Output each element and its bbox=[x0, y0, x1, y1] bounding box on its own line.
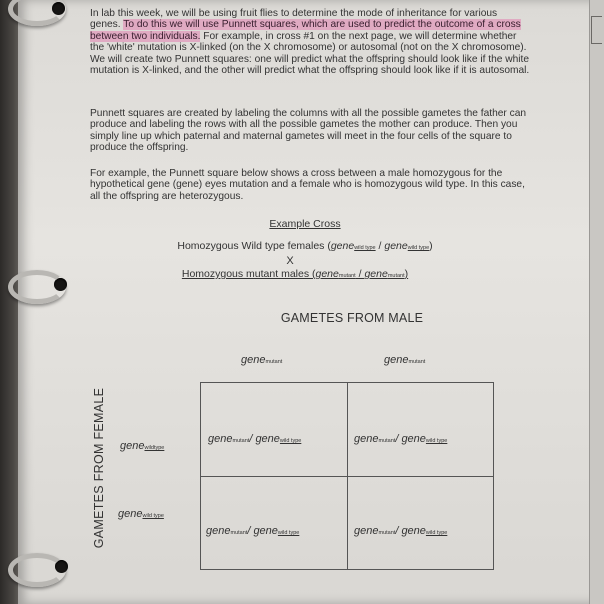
slash: / bbox=[247, 525, 254, 537]
mutant-subscript: mutant bbox=[408, 359, 426, 365]
intro-paragraph bbox=[90, 8, 530, 76]
slash: / bbox=[375, 240, 385, 252]
paragraph-text: For example, the Punnett square below shows a cross between a male homozygous for the hypothetical gene (gene) eyes mutation and a female who is homozygous wild type. In this case, all the offspring are heterozygous. bbox=[90, 168, 525, 202]
gene-symbol: gene bbox=[364, 268, 388, 280]
mutant-subscript: mutant bbox=[265, 359, 283, 365]
mutant-superscript: mutant bbox=[338, 273, 356, 279]
gene-symbol: gene bbox=[253, 525, 278, 537]
gene-symbol: gene bbox=[354, 525, 379, 537]
gene-symbol: gene bbox=[118, 508, 143, 520]
female-gametes-header: GAMETES FROM FEMALE bbox=[92, 387, 106, 549]
female-gamete-2 bbox=[118, 508, 164, 520]
punnett-square bbox=[200, 382, 494, 570]
grid-divider-horizontal bbox=[201, 476, 493, 477]
mutant-subscript: mutant bbox=[378, 530, 396, 536]
mutant-subscript: mutant bbox=[378, 438, 396, 444]
page-tab-mark bbox=[591, 16, 602, 44]
male-gamete-1 bbox=[241, 354, 282, 366]
gene-symbol: gene bbox=[315, 268, 339, 280]
slash: / bbox=[395, 433, 402, 445]
gene-symbol: gene bbox=[384, 240, 408, 252]
punnett-cell-4 bbox=[354, 525, 447, 537]
male-gametes-header: GAMETES FROM MALE bbox=[280, 311, 424, 325]
slash: / bbox=[249, 433, 256, 445]
wild-type-subscript: wild type bbox=[425, 438, 448, 444]
gene-symbol: gene bbox=[384, 354, 409, 366]
wild-type-subscript: wild type bbox=[277, 530, 300, 536]
wild-type-superscript: wild type bbox=[407, 245, 430, 251]
female-genotype-line bbox=[140, 240, 470, 252]
gene-symbol: gene bbox=[401, 525, 426, 537]
mutant-subscript: mutant bbox=[230, 530, 248, 536]
wild-type-superscript: wild type bbox=[354, 245, 376, 251]
gene-symbol: gene bbox=[241, 354, 266, 366]
male-gamete-2 bbox=[384, 354, 425, 366]
gene-symbol: gene bbox=[208, 433, 233, 445]
gene-symbol: gene bbox=[255, 433, 280, 445]
slash: / bbox=[355, 268, 365, 280]
mutant-subscript: mutant bbox=[232, 438, 250, 444]
highlighted-sentence: To do this we will use Punnett squares, which are used to predict the outcome of a cross between two individuals. bbox=[90, 19, 521, 42]
binder-ring-middle bbox=[8, 270, 66, 304]
wild-type-subscript: wild type bbox=[142, 513, 164, 519]
gene-symbol: gene bbox=[120, 440, 145, 452]
punnett-cell-1 bbox=[208, 433, 301, 445]
male-genotype-line bbox=[140, 268, 450, 280]
example-paragraph bbox=[90, 168, 530, 202]
wild-type-subscript: wild type bbox=[279, 438, 302, 444]
punnett-explanation-paragraph bbox=[90, 108, 530, 154]
female-gamete-1 bbox=[120, 440, 164, 452]
close-paren: ) bbox=[429, 240, 433, 252]
gene-symbol: gene bbox=[330, 240, 355, 252]
female-label: Homozygous Wild type females ( bbox=[177, 240, 331, 252]
male-label: Homozygous mutant males ( bbox=[181, 268, 316, 280]
mutant-superscript: mutant bbox=[387, 273, 405, 279]
intro-text-continued: For example, in cross #1 on the next page, we will determine whether the 'white' mutation is X-linked (on the X chromosome) or autosomal (not on the X chromosome). We will create two Punnett squares: one will predict what the offspring should look like if the white mutation is X-linked, and the other will predict what the offspring should look like if it is autosomal. bbox=[90, 30, 530, 77]
punnett-cell-3 bbox=[206, 525, 299, 537]
wildtype-subscript: wildtype bbox=[144, 445, 165, 451]
punnett-cell-2 bbox=[354, 433, 447, 445]
wild-type-subscript: wild type bbox=[425, 530, 448, 536]
gene-symbol: gene bbox=[206, 525, 231, 537]
close-paren: ) bbox=[404, 268, 409, 280]
example-cross-title: Example Cross bbox=[269, 218, 341, 230]
paragraph-text: Punnett squares are created by labeling the columns with all the possible gametes the father can produce and labeling the rows with all the possible gametes the mother can produce. Then you simply line up which paternal and maternal gametes will meet in the four cells of the square to produce the offspring. bbox=[90, 108, 527, 154]
gene-symbol: gene bbox=[354, 433, 379, 445]
binder-ring-bottom bbox=[8, 553, 66, 587]
slash: / bbox=[395, 525, 402, 537]
cross-symbol: X bbox=[286, 255, 294, 267]
adjacent-page-edge bbox=[589, 0, 604, 604]
gene-symbol: gene bbox=[401, 433, 426, 445]
intro-text: In lab this week, we will be using fruit flies to determine the mode of inheritance for various genes. bbox=[90, 8, 498, 31]
